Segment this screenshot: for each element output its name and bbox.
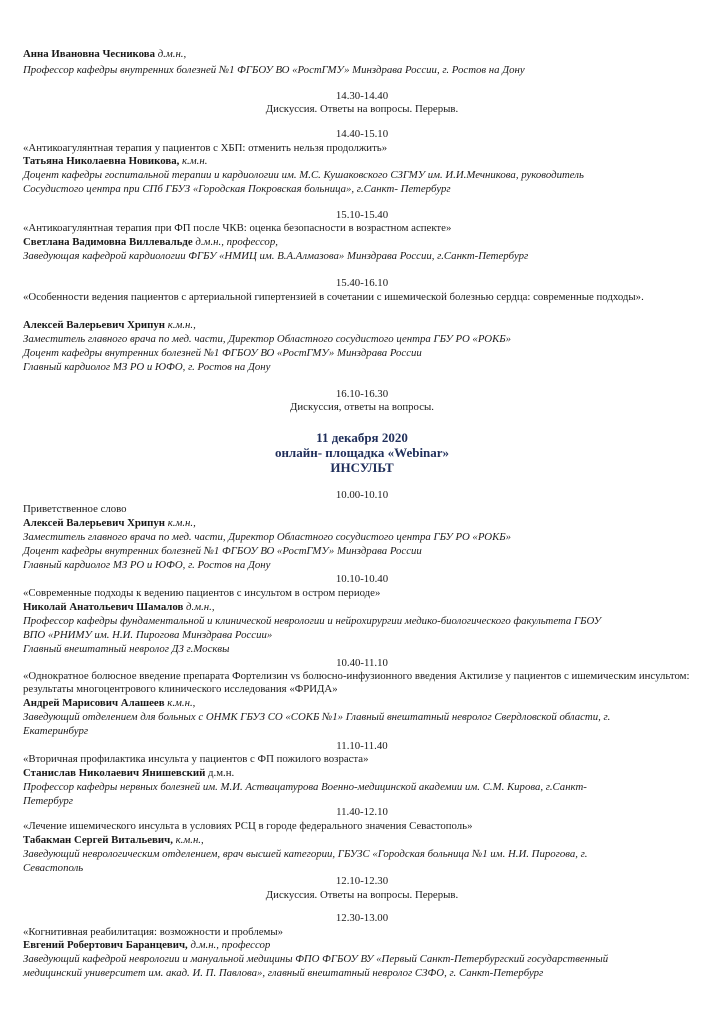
speaker-affiliation: медицинский университет им. акад. И. П. Павлова», главный внештатный невролог СЗФО, г. Санкт-Петербург xyxy=(23,967,544,979)
talk-title: «Современные подходы к ведению пациентов с инсультом в остром периоде» xyxy=(23,587,381,599)
session-time: 14.40-15.10 xyxy=(335,128,389,140)
talk-title: «Антикоагулянтная терапия при ФП после ЧКВ: оценка безопасности в возрастном аспекте» xyxy=(23,222,452,234)
speaker-affiliation: Доцент кафедры госпитальной терапии и кардиологии им. М.С. Кушаковского СЗГМУ им. И.И.Мечникова, руководитель xyxy=(23,169,584,181)
speaker-affiliation: Заведующая кафедрой кардиологии ФГБУ «НМИЦ им. В.А.Алмазова» Минздрава России, г.Санкт-Петербург xyxy=(23,250,529,262)
session-time: 12.10-12.30 xyxy=(335,875,389,887)
talk-title: Приветственное слово xyxy=(23,503,127,515)
speaker-affiliation: Заведующий отделением для больных с ОНМК ГБУЗ СО «СОКБ №1» Главный внештатный невролог Свердловской области, г. xyxy=(23,711,611,723)
session-time: 15.10-15.40 xyxy=(335,209,389,221)
speaker-affiliation: Профессор кафедры внутренних болезней №1 ФГБОУ ВО «РостГМУ» Минздрава России, г. Ростов на Дону xyxy=(23,64,525,76)
speaker-degree: д.м.н., профессор, xyxy=(195,236,278,248)
speaker-affiliation: Главный внештатный невролог ДЗ г.Москвы xyxy=(23,643,230,655)
talk-title: «Однократное болюсное введение препарата Фортелизин vs болюсно-инфузионного введения Актилизе у пациентов с ишемическим инсультом: результаты многоцентрового клинического исследования «ФРИДА» xyxy=(23,670,690,695)
speaker-line xyxy=(23,319,703,332)
speaker-line xyxy=(23,48,703,61)
session-time: 10.00-10.10 xyxy=(335,489,389,501)
discussion-note: Дискуссия, ответы на вопросы. xyxy=(290,401,434,413)
speaker-affiliation: Заместитель главного врача по мед. части, Директор Областного сосудистого центра ГБУ РО «РОКБ» xyxy=(23,333,512,345)
speaker-affiliation: Екатеринбург xyxy=(23,725,89,737)
speaker-degree: к.м.н., xyxy=(167,517,196,529)
speaker-name: Евгений Робертович Баранцевич xyxy=(23,939,186,951)
session-time: 15.40-16.10 xyxy=(335,277,389,289)
speaker-line xyxy=(23,236,703,249)
speaker-degree: к.м.н., xyxy=(175,834,204,846)
day-venue: онлайн- площадка «Webinar» xyxy=(274,445,450,460)
speaker-affiliation: Доцент кафедры внутренних болезней №1 ФГБОУ ВО «РостГМУ» Минздрава России xyxy=(23,545,422,557)
speaker-affiliation: ВПО «РНИМУ им. Н.И. Пирогова Минздрава России» xyxy=(23,629,273,641)
speaker-degree: д.м.н., профессор xyxy=(190,939,271,951)
session-time: 10.40-11.10 xyxy=(336,657,388,669)
speaker-affiliation: Севастополь xyxy=(23,862,84,874)
speaker-line: Евгений Робертович Баранцевич, д.м.н., профессор xyxy=(23,939,271,951)
speaker-degree: к.м.н., xyxy=(167,697,196,709)
speaker-name: Алексей Валерьевич Хрипун xyxy=(23,319,165,331)
speaker-affiliation: Заведующий кафедрой неврологии и мануальной медицины ФПО ФГБОУ ВУ «Первый Санкт-Петербургский государственный xyxy=(23,953,609,965)
session-time: 11.40-12.10 xyxy=(336,806,388,818)
discussion-note: Дискуссия. Ответы на вопросы. Перерыв. xyxy=(265,889,459,901)
speaker-line xyxy=(23,767,703,780)
speaker-line: Табакман Сергей Витальевич, к.м.н., xyxy=(23,834,204,846)
speaker-name: Анна Ивановна Чесникова xyxy=(23,48,155,60)
talk-title: «Антикоагулянтная терапия у пациентов с ХБП: отменить нельзя продолжить» xyxy=(23,142,388,154)
speaker-name: Алексей Валерьевич Хрипун xyxy=(23,517,165,529)
day-date: 11 декабря 2020 xyxy=(316,430,408,445)
speaker-degree: к.м.н., xyxy=(167,319,196,331)
speaker-line: Татьяна Николаевна Новикова, к.м.н. xyxy=(23,155,208,167)
speaker-affiliation: Петербург xyxy=(23,795,73,807)
speaker-name: Татьяна Николаевна Новикова xyxy=(23,155,177,167)
speaker-name: Табакман Сергей Витальевич xyxy=(23,834,171,846)
talk-title: «Когнитивная реабилитация: возможности и проблемы» xyxy=(23,926,284,938)
speaker-name: Светлана Вадимовна Виллевальде xyxy=(23,236,193,248)
speaker-affiliation: Доцент кафедры внутренних болезней №1 ФГБОУ ВО «РостГМУ» Минздрава России xyxy=(23,347,422,359)
speaker-affiliation: Профессор кафедры нервных болезней им. М.И. Аствацатурова Военно-медицинской академии им. С.М. Кирова, г.Санкт- xyxy=(23,781,587,793)
session-time: 12.30-13.00 xyxy=(335,912,389,924)
speaker-affiliation: Профессор кафедры фундаментальной и клинической неврологии и нейрохирургии медико-биологического факультета ГБОУ xyxy=(23,615,601,627)
session-time: 14.30-14.40 xyxy=(335,90,389,102)
session-time: 16.10-16.30 xyxy=(335,388,389,400)
discussion-note: Дискуссия. Ответы на вопросы. Перерыв. xyxy=(265,103,459,115)
speaker-line xyxy=(23,697,703,710)
speaker-name: Станислав Николаевич Янишевский xyxy=(23,767,206,779)
speaker-line xyxy=(23,601,703,614)
speaker-name: Николай Анатольевич Шамалов xyxy=(23,601,184,613)
talk-title: «Особенности ведения пациентов с артериальной гипертензией в сочетании с ишемической болезнью сердца: современные подходы». xyxy=(23,291,644,303)
speaker-affiliation: Заведующий неврологическим отделением, врач высшей категории, ГБУЗС «Городская больница №1 им. Н.И. Пирогова, г. xyxy=(23,848,588,860)
talk-title: «Вторичная профилактика инсульта у пациентов с ФП пожилого возраста» xyxy=(23,753,369,765)
speaker-degree: д.м.н., xyxy=(186,601,215,613)
speaker-line xyxy=(23,517,703,530)
session-time: 10.10-10.40 xyxy=(335,573,389,585)
talk-title: «Лечение ишемического инсульта в условиях РСЦ в городе федерального значения Севастополь» xyxy=(23,820,473,832)
speaker-degree: к.м.н. xyxy=(182,155,208,167)
speaker-degree: д.м.н., xyxy=(157,48,187,60)
speaker-name: Андрей Марисович Алашеев xyxy=(23,697,165,709)
speaker-affiliation: Главный кардиолог МЗ РО и ЮФО, г. Ростов на Дону xyxy=(23,361,271,373)
day-section-title: ИНСУЛЬТ xyxy=(330,460,394,475)
speaker-affiliation: Сосудистого центра при СПб ГБУЗ «Городская Покровская больница», г.Санкт- Петербург xyxy=(23,183,451,195)
speaker-affiliation: Заместитель главного врача по мед. части, Директор Областного сосудистого центра ГБУ РО «РОКБ» xyxy=(23,531,512,543)
speaker-affiliation: Главный кардиолог МЗ РО и ЮФО, г. Ростов на Дону xyxy=(23,559,271,571)
session-time: 11.10-11.40 xyxy=(336,740,388,752)
speaker-degree: д.м.н. xyxy=(208,767,235,779)
